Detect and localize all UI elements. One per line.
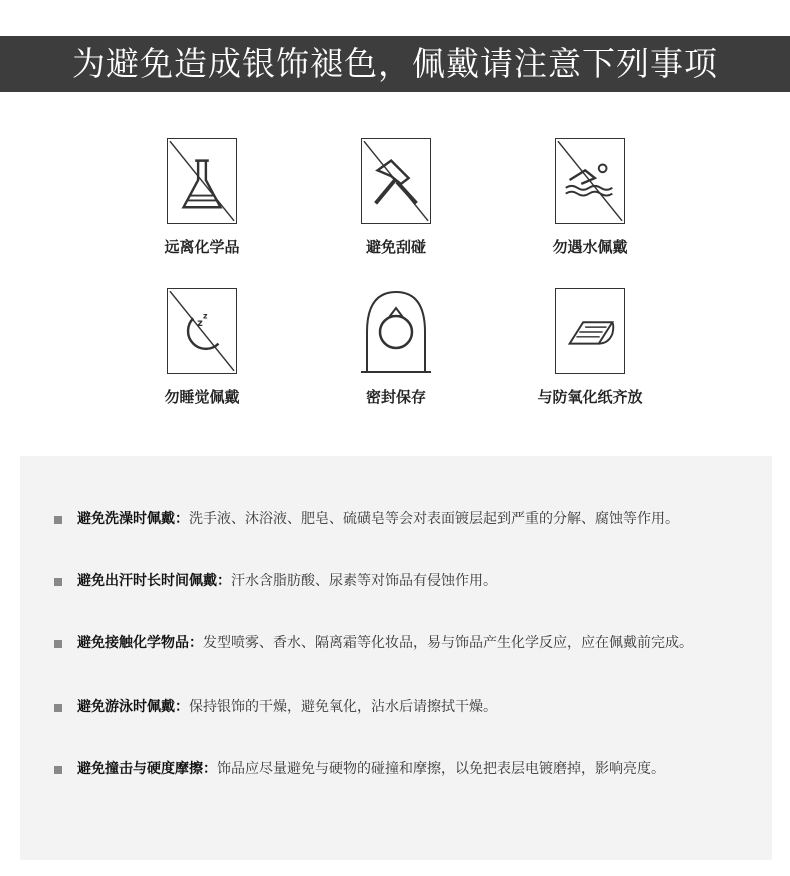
icon-label: 远离化学品 [164,238,240,256]
icon-label: 与防氧化纸齐放 [537,388,643,406]
note-item [54,570,754,593]
svg-text:z: z [202,311,208,321]
icon-label: 密封保存 [365,388,426,406]
bullet-square-icon [54,640,62,648]
note-item [54,508,754,531]
bullet-square-icon [54,704,62,712]
note-text: 饰品应尽量避免与硬物的碰撞和摩擦，以免把表层电镀磨掉，影响亮度。 [217,761,665,777]
sleep-icon [167,288,237,374]
care-icons-grid [0,0,790,420]
note-item [54,696,754,719]
note-title: 避免接触化学物品： [77,635,203,651]
icon-label: 避免刮碰 [365,238,426,256]
note-text: 发型喷雾、香水、隔离霜等化妆品，易与饰品产生化学反应，应在佩戴前完成。 [203,635,693,651]
note-text: 汗水含脂肪酸、尿素等对饰品有侵蚀作用。 [231,573,497,589]
chemical-flask-icon [167,138,237,224]
note-text: 洗手液、沐浴液、肥皂、硫磺皂等会对表面镀层起到严重的分解、腐蚀等作用。 [189,511,679,527]
care-notes-panel [20,456,772,860]
note-title: 避免出汗时长时间佩戴： [77,573,231,589]
ring-box-icon [361,288,431,374]
note-text: 保持银饰的干燥，避免氧化，沾水后请擦拭干燥。 [189,699,497,715]
paper-scroll-icon [555,288,625,374]
svg-text:z: z [197,318,203,330]
note-title: 避免游泳时佩戴： [77,699,189,715]
banner-title: 为避免造成银饰褪色，佩戴请注意下列事项 [72,44,718,83]
hammer-icon [361,138,431,224]
note-item [54,758,754,781]
bullet-square-icon [54,578,62,586]
note-title: 避免撞击与硬度摩擦： [77,761,217,777]
swimming-icon [555,138,625,224]
icon-label: 勿睡觉佩戴 [164,388,240,406]
icon-label: 勿遇水佩戴 [552,238,628,256]
note-title: 避免洗澡时佩戴： [77,511,189,527]
bullet-square-icon [54,766,62,774]
bullet-square-icon [54,516,62,524]
note-item [54,632,754,655]
